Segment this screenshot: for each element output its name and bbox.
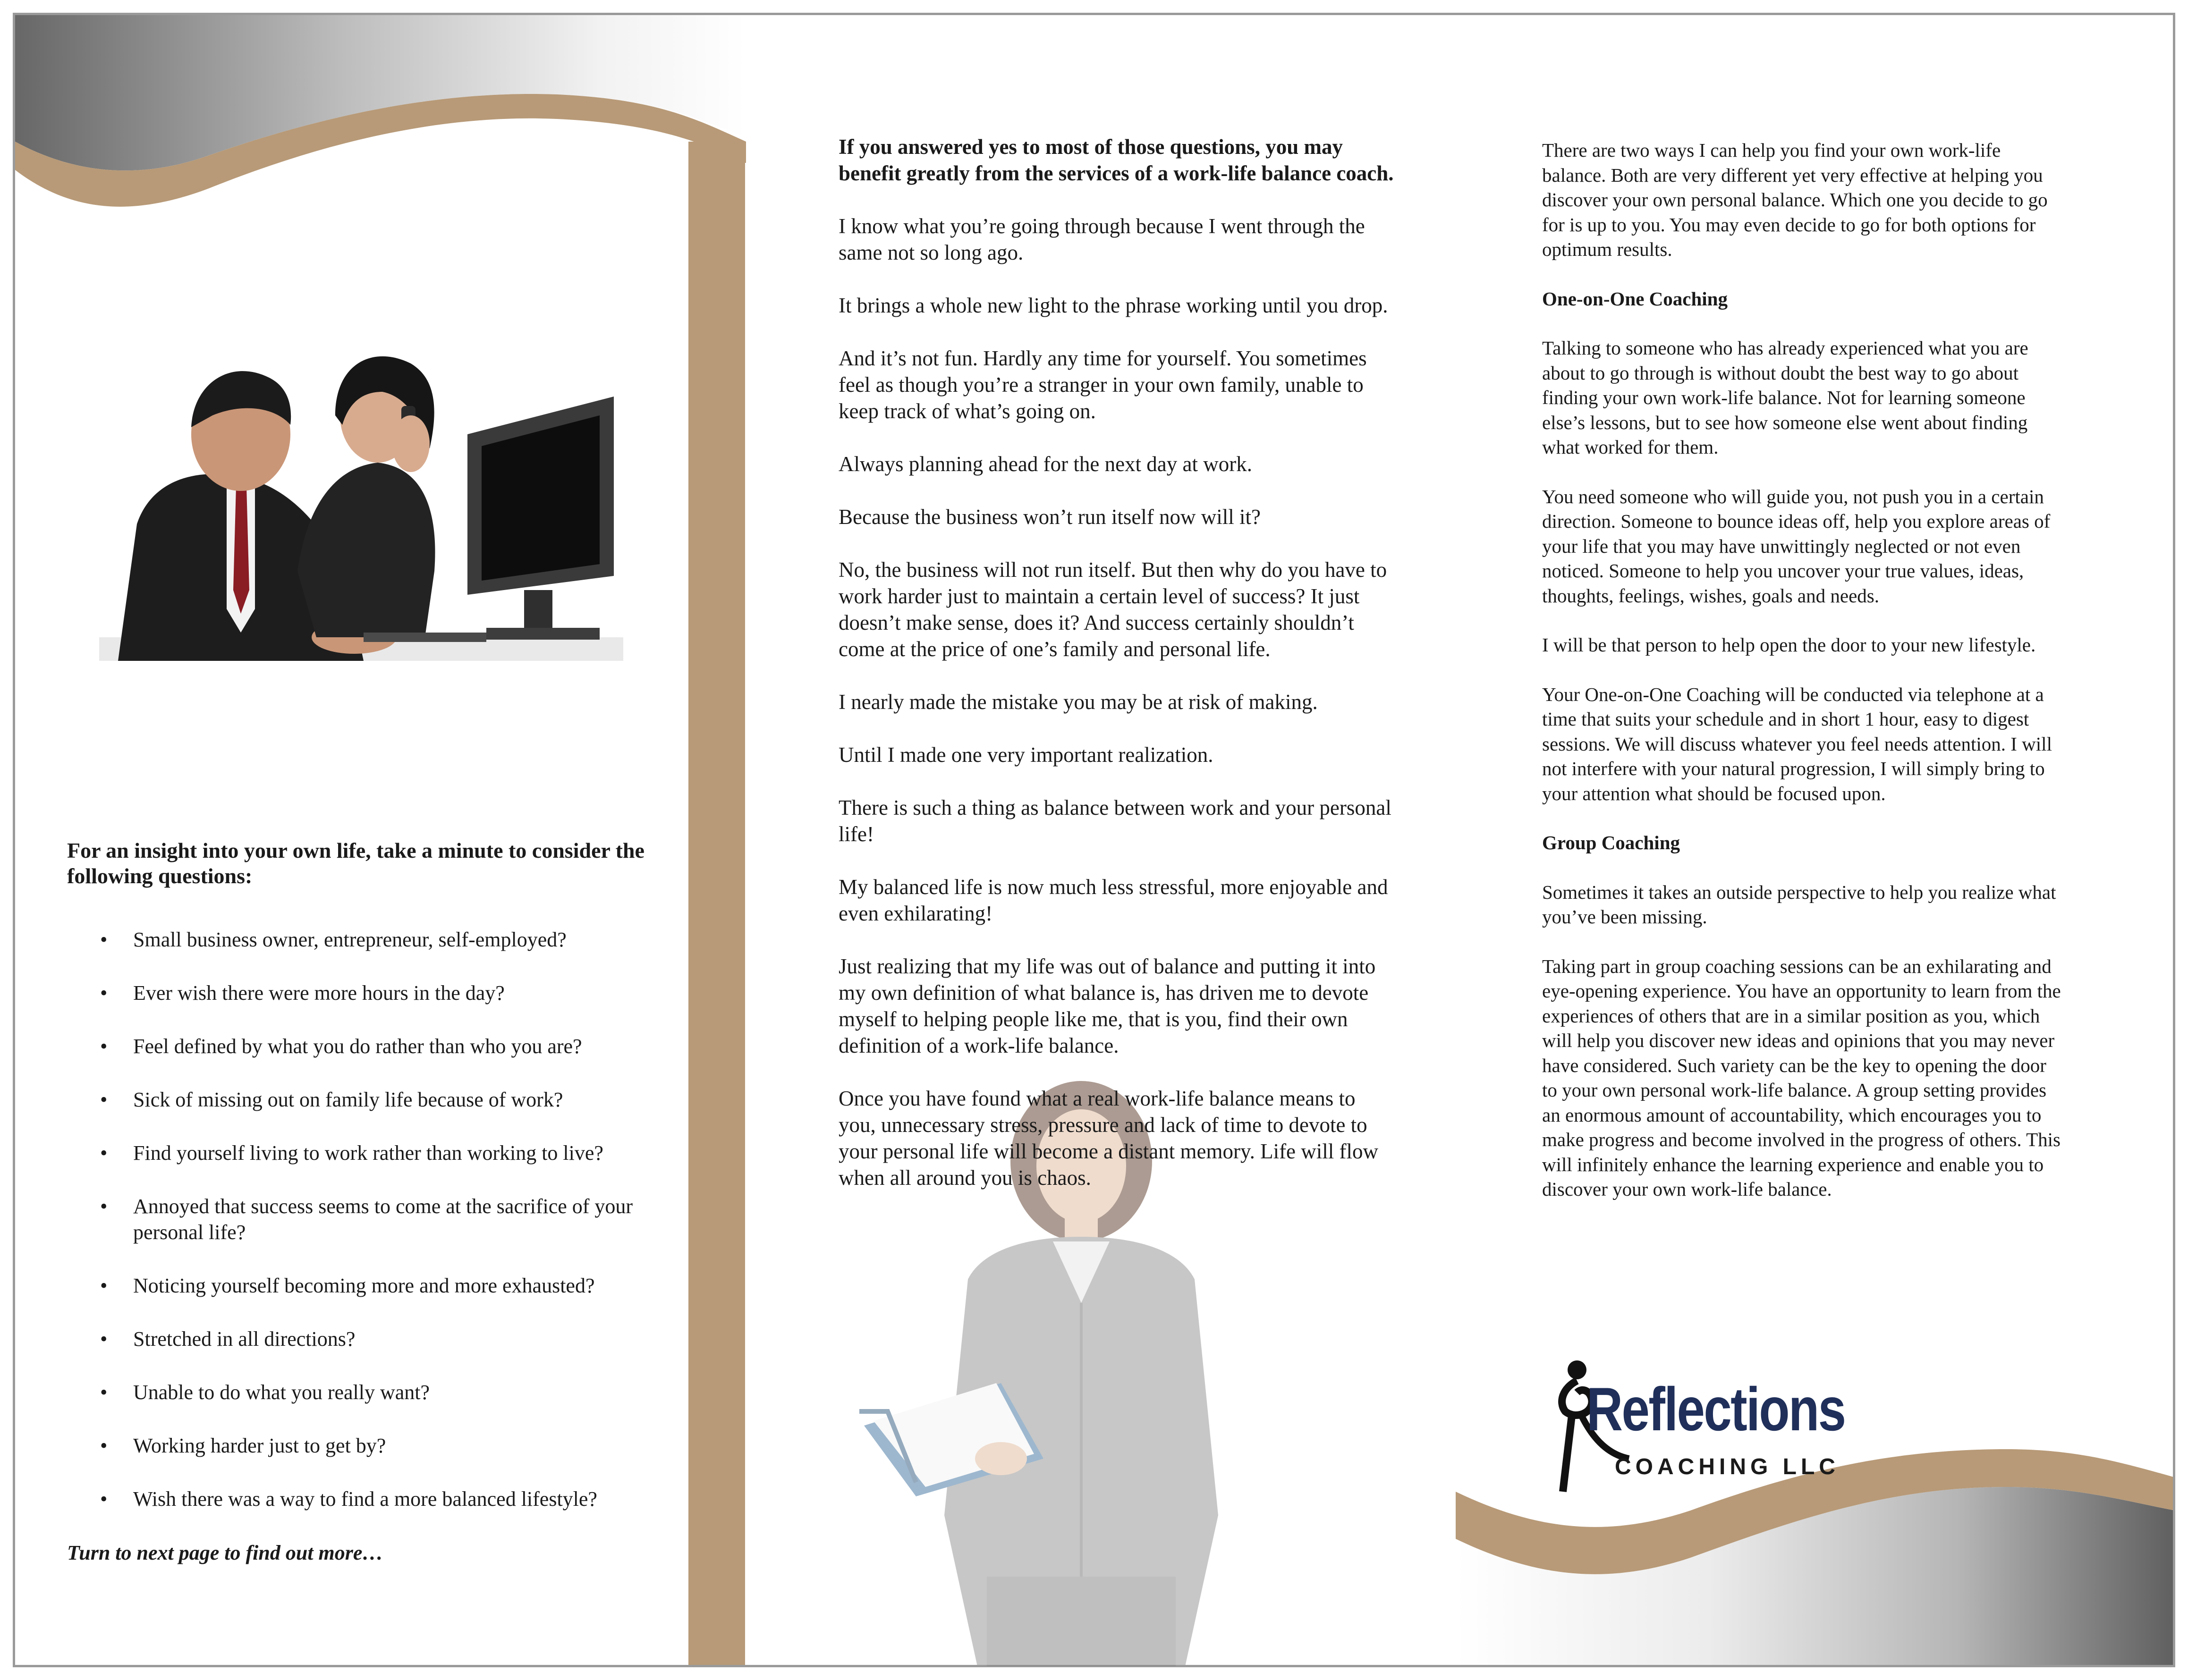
questions-list — [67, 927, 653, 1512]
middle-paragraph: There is such a thing as balance between work and your personal life! — [839, 796, 1391, 846]
bullet-icon: • — [100, 1274, 108, 1297]
bullet-icon: • — [100, 1141, 108, 1165]
group-coaching-heading: Group Coaching — [1542, 832, 1680, 853]
bullet-icon: • — [100, 981, 108, 1005]
middle-paragraph: Just realizing that my life was out of balance and putting it into my own definition of what balance is, has driven me to devote myself to helping people like me, that is you, find their own definition of a work-life balance. — [839, 954, 1376, 1057]
middle-paragraph: Always planning ahead for the next day at work. — [839, 452, 1252, 476]
right-panel — [1542, 138, 2066, 1226]
right-paragraph: You need someone who will guide you, not push you in a certain direction. Someone to bounce ideas off, help you explore areas of your life that you may have unwittingly neglected or not even noticed. Someone to help you uncover your true values, ideas, thoughts, feelings, wishes, goals and needs. — [1542, 485, 2051, 607]
question-item: • Small business owner, entrepreneur, self-employed? — [67, 927, 653, 953]
right-paragraph: Taking part in group coaching sessions can be an exhilarating and eye-opening experience. You have an opportunity to learn from the experiences of others that are in a similar position as you, which will help you discover new ideas and opinions that you may never have considered. Such variety can be the key to opening the door to your own personal work-life balance. A group setting provides an enormous amount of accountability, which encourages you to make progress and become involved in the progress of others. This will infinitely enhance the learning experience and enable you to discover your own work-life balance. — [1542, 955, 2061, 1200]
questions-intro: For an insight into your own life, take a minute to consider the following questions: — [67, 838, 645, 888]
reflections-coaching-logo — [1544, 1359, 1845, 1501]
question-item: • Feel defined by what you do rather than who you are? — [67, 1033, 653, 1059]
bullet-icon: • — [100, 928, 108, 951]
bullet-icon: • — [100, 1195, 108, 1218]
logo-wordmark: Reflections — [1586, 1375, 1845, 1444]
middle-panel — [839, 134, 1396, 1217]
question-item: • Sick of missing out on family life because of work? — [67, 1087, 653, 1113]
middle-paragraph: Because the business won’t run itself now will it? — [839, 505, 1261, 529]
bullet-icon: • — [100, 1487, 108, 1511]
question-item: • Annoyed that success seems to come at the sacrifice of your personal life? — [67, 1193, 653, 1245]
middle-paragraph: Once you have found what a real work-life balance means to you, unnecessary stress, pressure and lack of time to devote to your personal life will become a distant memory. Life will flow when all around you is chaos. — [839, 1087, 1379, 1190]
right-paragraph: Talking to someone who has already experienced what you are about to go through is without doubt the best way to go about finding your own work-life balance. Not for learning someone else’s lessons, but to see how someone else went about finding what worked for them. — [1542, 337, 2028, 458]
middle-lead-heading: If you answered yes to most of those questions, you may benefit greatly from the services of a work-life balance coach. — [839, 135, 1394, 185]
middle-paragraph: No, the business will not run itself. But then why do you have to work harder just to maintain a certain level of success? It just doesn’t make sense, does it? And success certainly shouldn’t come at the price of one’s family and personal life. — [839, 558, 1387, 661]
one-on-one-heading: One-on-One Coaching — [1542, 287, 1728, 310]
bullet-icon: • — [100, 1088, 108, 1111]
right-paragraph: I will be that person to help open the door to your new lifestyle. — [1542, 634, 2036, 656]
question-item: • Wish there was a way to find a more balanced lifestyle? — [67, 1486, 653, 1512]
middle-paragraph: And it’s not fun. Hardly any time for yourself. You sometimes feel as though you’re a stranger in your own family, unable to keep track of what’s going on. — [839, 346, 1367, 423]
bullet-icon: • — [100, 1327, 108, 1351]
bullet-icon: • — [100, 1381, 108, 1404]
turn-page-cta: Turn to next page to find out more… — [67, 1541, 383, 1564]
right-paragraph: Sometimes it takes an outside perspective to help you realize what you’ve been missing. — [1542, 881, 2056, 928]
question-item: • Working harder just to get by? — [67, 1433, 653, 1459]
right-paragraph: Your One-on-One Coaching will be conducted via telephone at a time that suits your schedule and in short 1 hour, easy to digest sessions. We will discuss whatever you feel needs attention. I will not interfere with your natural progression, I will simply bring to your attention what should be focused upon. — [1542, 683, 2052, 804]
question-item: • Unable to do what you really want? — [67, 1379, 653, 1405]
right-intro: There are two ways I can help you find your own work-life balance. Both are very different yet very effective at helping you discover your own personal balance. Which one you decide to go for is up to you. You may even decide to go for both options for optimum results. — [1542, 139, 2048, 260]
middle-paragraph: I nearly made the mistake you may be at risk of making. — [839, 690, 1318, 714]
left-panel — [67, 838, 653, 1565]
middle-paragraph: It brings a whole new light to the phrase working until you drop. — [839, 294, 1388, 317]
bullet-icon: • — [100, 1434, 108, 1457]
middle-paragraph: I know what you’re going through because I went through the same not so long ago. — [839, 214, 1365, 264]
middle-paragraph: My balanced life is now much less stressful, more enjoyable and even exhilarating! — [839, 875, 1388, 925]
question-item: • Stretched in all directions? — [67, 1326, 653, 1352]
business-couple-at-computer-photo — [99, 326, 623, 661]
bullet-icon: • — [100, 1035, 108, 1058]
question-item: • Find yourself living to work rather than working to live? — [67, 1140, 653, 1166]
question-item: • Noticing yourself becoming more and more exhausted? — [67, 1273, 653, 1299]
logo-subtitle: COACHING LLC — [1615, 1454, 1840, 1479]
question-item: • Ever wish there were more hours in the day? — [67, 980, 653, 1006]
middle-paragraph: Until I made one very important realization. — [839, 743, 1213, 767]
